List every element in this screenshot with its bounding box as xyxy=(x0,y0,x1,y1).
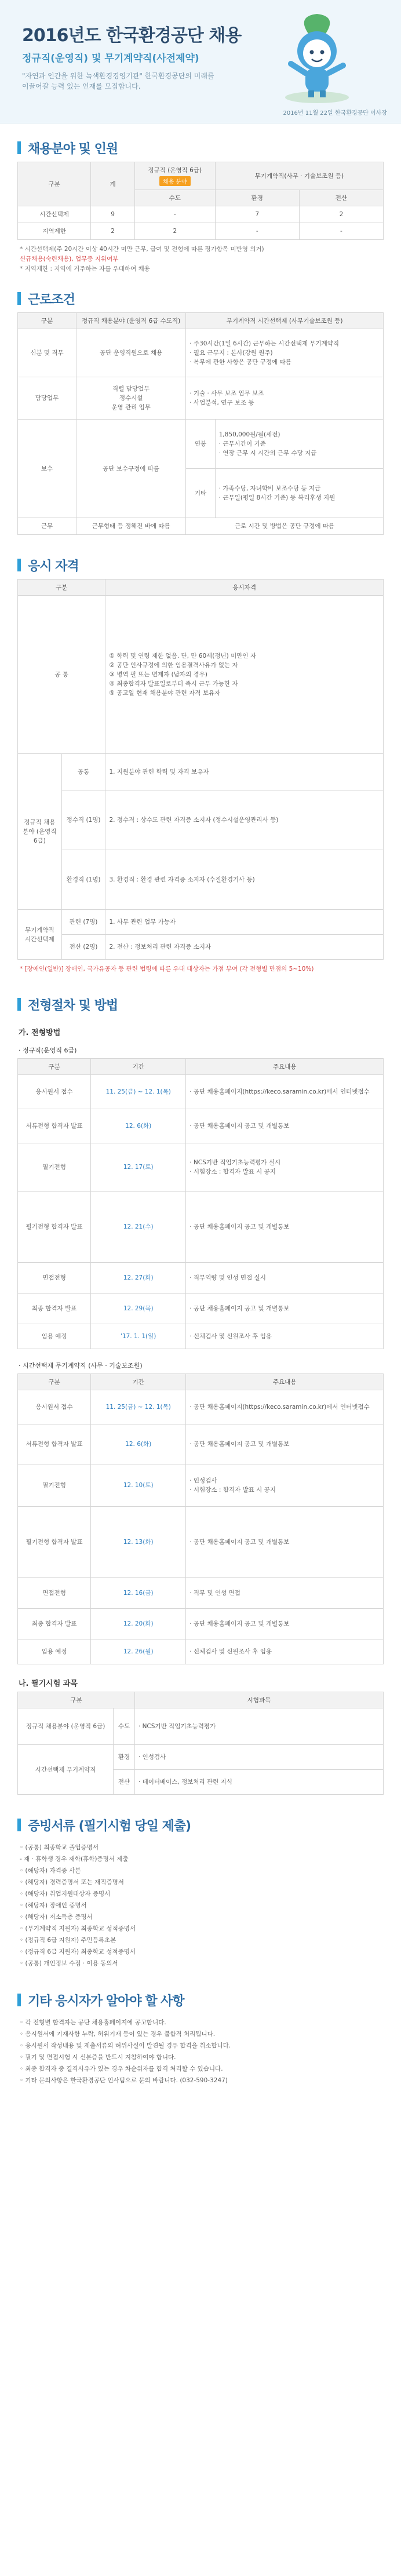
row-cell: - xyxy=(299,223,383,240)
table-row xyxy=(18,850,384,910)
row-cell: 직렬 담당업무 정수시설 운영 관리 업무 xyxy=(76,377,185,420)
row-cell: · 공단 채용홈페이지(https://keco.saramin.co.kr)에서 인터넷접수 xyxy=(186,1390,384,1424)
section-bar xyxy=(17,141,21,154)
qualification-footnote xyxy=(20,964,384,974)
table-row xyxy=(18,1192,384,1263)
row-label: 시간선택제 xyxy=(18,206,91,223)
row-sublabel: 전산 xyxy=(114,1770,135,1795)
row-cell: 2. 전산 : 정보처리 관련 자격증 소지자 xyxy=(105,935,384,960)
row-cell: · 공단 채용홈페이지 공고 및 개별통보 xyxy=(186,1609,384,1639)
row-period: 12. 10(토) xyxy=(91,1464,186,1507)
row-cell: 공단 운영직원으로 채용 xyxy=(76,329,185,377)
section-conditions xyxy=(17,285,384,535)
positions-notes xyxy=(20,245,384,274)
row-sublabel: 연봉 xyxy=(186,420,215,469)
row-period: 12. 27(화) xyxy=(91,1263,186,1294)
row-sublabel: 수도 xyxy=(114,1708,135,1745)
th-contract: 무기계약직(사무 · 기술보조원 등) xyxy=(215,162,383,190)
row-sublabel: 정수직 (1명) xyxy=(61,790,105,850)
qual-line: ① 학력 및 연령 제한 없음. 단, 만 60세(정년) 미만인 자 xyxy=(109,653,257,660)
row-cell: - xyxy=(134,206,215,223)
list-item: ◦ (해당자) 저소득층 증명서 xyxy=(20,1914,93,1921)
row-period: 11. 25(금) ~ 12. 1(목) xyxy=(91,1390,186,1424)
row-period: 12. 29(목) xyxy=(91,1294,186,1324)
row-sublabel: 환경직 (1명) xyxy=(61,850,105,910)
row-cell: 1. 지원분야 관련 학력 및 자격 보유자 xyxy=(105,754,384,790)
row-sublabel: 공통 xyxy=(61,754,105,790)
section-title: 응시 자격 xyxy=(28,559,79,574)
row-cell: · 공단 채용홈페이지 공고 및 개별통보 xyxy=(186,1192,384,1263)
field-badge: 채용 분야 xyxy=(159,176,191,186)
row-cell: 2 xyxy=(299,206,383,223)
th-category: 구분 xyxy=(18,580,105,596)
other-list xyxy=(20,2017,384,2086)
notice-date: 2016년 11월 22일 한국환경공단 이사장 xyxy=(283,110,387,116)
section-qualifications xyxy=(17,551,384,974)
table-row xyxy=(18,1578,384,1609)
row-period: '17. 1. 1(일) xyxy=(91,1324,186,1349)
th-contract: 무기계약직 시간선택제 (사무기술보조원 등) xyxy=(186,313,384,329)
row-cell: 근무형태 등 정해진 바에 따름 xyxy=(76,518,185,535)
table-row xyxy=(18,935,384,960)
list-item: ◦ (해당자) 장애인 증명서 xyxy=(20,1902,87,1909)
row-sublabel: 관련 (7명) xyxy=(61,910,105,935)
row-label: 정규직 채용분야 (운영직 6급) xyxy=(18,1708,114,1745)
table-row xyxy=(18,420,384,469)
row-label: 서류전형 합격자 발표 xyxy=(18,1424,91,1464)
footnote-text: * [장애인(일반)] 장애인, 국가유공자 등 관련 법령에 따른 우대 대상자는 가점 부여 (각 전형별 만점의 5~10%) xyxy=(20,965,314,972)
section-bar xyxy=(17,998,21,1011)
th-period: 기간 xyxy=(91,1374,186,1390)
table-row xyxy=(18,1075,384,1109)
row-sublabel: 전산 (2명) xyxy=(61,935,105,960)
list-item: ◦ (해당자) 자격증 사본 xyxy=(20,1867,81,1874)
th-step: 구분 xyxy=(18,1059,91,1075)
process-table-contract xyxy=(17,1373,384,1664)
qual-line: ④ 최종합격자 발표일로부터 즉시 근무 가능한 자 xyxy=(109,680,238,687)
row-cell: · 직무역량 및 인성 면접 실시 xyxy=(186,1263,384,1294)
list-item: ◦ 최종 합격자 중 결격사유가 있는 경우 차순위자를 합격 처리할 수 있습니다. xyxy=(20,2065,223,2072)
hero-banner xyxy=(0,0,401,123)
qualifications-table xyxy=(17,579,384,960)
table-caption: · 정규직(운영직 6급) xyxy=(19,1047,77,1054)
list-item: ◦ (해당자) 경력증명서 또는 재직증명서 xyxy=(20,1879,124,1886)
row-label: 임용 예정 xyxy=(18,1324,91,1349)
section-positions xyxy=(17,134,384,274)
th-regular xyxy=(134,162,215,190)
th-total: 계 xyxy=(91,162,135,206)
row-cell: 2 xyxy=(134,223,215,240)
documents-list xyxy=(20,1842,384,1969)
th-desc: 주요내용 xyxy=(186,1059,384,1075)
th-regular-label: 정규직 (운영직 6급) xyxy=(148,167,202,174)
table-row xyxy=(18,1263,384,1294)
row-cell: · 직무 및 인성 면접 xyxy=(186,1578,384,1609)
row-label: 면접전형 xyxy=(18,1578,91,1609)
table-row xyxy=(18,1639,384,1664)
row-cell: · 기술 · 사무 보조 업무 보조 · 사업분석, 연구 보조 등 xyxy=(186,377,384,420)
table-row xyxy=(18,1609,384,1639)
conditions-table xyxy=(17,312,384,535)
section-bar xyxy=(17,1819,21,1831)
page-subtitle: 정규직(운영직) 및 무기계약직(사전제약) xyxy=(22,53,199,64)
table-row xyxy=(18,1324,384,1349)
section-documents xyxy=(17,1811,384,1969)
th-sub-water: 수도 xyxy=(134,190,215,206)
row-period: 12. 6(화) xyxy=(91,1424,186,1464)
section-title: 근로조건 xyxy=(28,292,75,307)
row-label: 최종 합격자 발표 xyxy=(18,1294,91,1324)
row-period: 12. 21(수) xyxy=(91,1192,186,1263)
table-row xyxy=(18,754,384,790)
th-regular: 정규직 채용분야 (운영직 6급 수도직) xyxy=(76,313,185,329)
table-row xyxy=(18,1708,384,1745)
row-label: 담당업무 xyxy=(18,377,76,420)
qual-line: ⑤ 공고일 현재 채용분야 관련 자격 보유자 xyxy=(109,690,221,697)
row-label: 지역제한 xyxy=(18,223,91,240)
th-step: 구분 xyxy=(18,1374,91,1390)
row-cell: · 신체검사 및 신원조사 후 임용 xyxy=(186,1639,384,1664)
list-item: ◦ (공통) 개인정보 수집 · 이용 동의서 xyxy=(20,1960,118,1967)
row-period: 12. 13(화) xyxy=(91,1507,186,1578)
row-label: 필기전형 xyxy=(18,1464,91,1507)
row-total: 9 xyxy=(91,206,135,223)
row-period: 12. 6(화) xyxy=(91,1109,186,1143)
row-label: 필기전형 합격자 발표 xyxy=(18,1192,91,1263)
table-row xyxy=(18,790,384,850)
list-item: ◦ (공통) 최종학교 졸업증명서 xyxy=(20,1844,99,1851)
row-label: 보수 xyxy=(18,420,76,518)
row-label: 신분 및 직무 xyxy=(18,329,76,377)
th-sub-it: 전산 xyxy=(299,190,383,206)
row-period: 12. 16(금) xyxy=(91,1578,186,1609)
row-cell: · NCS기반 직업기초능력평가 실시 · 시험장소 : 합격자 발표 시 공지 xyxy=(186,1143,384,1192)
row-period: 11. 25(금) ~ 12. 1(목) xyxy=(91,1075,186,1109)
row-label: 근무 xyxy=(18,518,76,535)
row-label: 면접전형 xyxy=(18,1263,91,1294)
table-row xyxy=(18,1109,384,1143)
row-label: 응시원서 접수 xyxy=(18,1075,91,1109)
table-row xyxy=(18,596,384,754)
list-item: - 재 · 휴학생 경우 재학(휴학)증명서 제출 xyxy=(20,1856,129,1863)
row-cell xyxy=(105,596,384,754)
qual-line: ③ 병역 필 또는 면제자 (남자의 경우) xyxy=(109,671,207,678)
qual-line: ② 공단 인사규정에 의한 임용결격사유가 없는 자 xyxy=(109,662,238,669)
table-row xyxy=(18,1143,384,1192)
th-category: 구분 xyxy=(18,162,91,206)
row-label: 무기계약직 시간선택제 xyxy=(18,910,62,960)
row-cell: 3. 환경직 : 환경 관련 자격증 소지자 (수질환경기사 등) xyxy=(105,850,384,910)
exam-subjects-table xyxy=(17,1692,384,1795)
section-bar xyxy=(17,559,21,571)
row-cell: · 공단 채용홈페이지 공고 및 개별통보 xyxy=(186,1294,384,1324)
section-title: 전형절차 및 방법 xyxy=(28,998,118,1013)
section-bar xyxy=(17,1994,21,2006)
table-row xyxy=(18,1745,384,1770)
list-item: ◦ (정규직 6급 지원자) 최종학교 성적증명서 xyxy=(20,1948,136,1955)
list-item: ◦ 기타 문의사항은 한국환경공단 인사팀으로 문의 바랍니다. (032-590-3247) xyxy=(20,2077,228,2084)
row-label: 정규직 채용분야 (운영직 6급) xyxy=(18,754,62,910)
row-cell: · 데이터베이스, 정보처리 관련 지식 xyxy=(134,1770,383,1795)
row-cell: 7 xyxy=(215,206,299,223)
row-cell: - xyxy=(215,223,299,240)
table-row xyxy=(18,1464,384,1507)
list-item: ◦ 필기 및 면접시험 시 신분증을 반드시 지참하여야 합니다. xyxy=(20,2054,176,2061)
section-bar xyxy=(17,292,21,305)
table-row xyxy=(18,223,384,240)
row-cell: · 공단 채용홈페이지 공고 및 개별통보 xyxy=(186,1109,384,1143)
row-label: 응시원서 접수 xyxy=(18,1390,91,1424)
note-line: * 지역제한 : 지역에 거주하는 자를 우대하여 채용 xyxy=(20,265,150,272)
row-cell: · 공단 채용홈페이지(https://keco.saramin.co.kr)에서 인터넷접수 xyxy=(186,1075,384,1109)
slogan: "자연과 인간을 위한 녹색환경경영기관" 한국환경공단의 미래를 이끌어갈 능력 있는 인재를 모집합니다. xyxy=(22,72,214,90)
row-cell: · NCS기반 직업기초능력평가 xyxy=(134,1708,383,1745)
th-period: 기간 xyxy=(91,1059,186,1075)
list-item: ◦ (해당자) 취업지원대상자 증명서 xyxy=(20,1890,111,1897)
row-label: 필기전형 합격자 발표 xyxy=(18,1507,91,1578)
row-cell: · 주30시간(1일 6시간) 근무하는 시간선택제 무기계약직 · 필요 근무지 : 본사(강원 원주) · 복무에 관한 사항은 공단 규정에 따름 xyxy=(186,329,384,377)
table-row xyxy=(18,1390,384,1424)
section-other xyxy=(17,1986,384,2086)
row-label: 임용 예정 xyxy=(18,1639,91,1664)
row-sublabel: 환경 xyxy=(114,1745,135,1770)
row-cell: 근로 시간 및 방법은 공단 규정에 따름 xyxy=(186,518,384,535)
row-cell: · 인성검사 xyxy=(134,1745,383,1770)
table-row xyxy=(18,518,384,535)
list-item: ◦ (무기계약직 지원자) 최종학교 성적증명서 xyxy=(20,1925,136,1932)
th-sub-env: 환경 xyxy=(215,190,299,206)
row-cell: 2. 정수직 : 상수도 관련 자격증 소지자 (정수시설운영관리사 등) xyxy=(105,790,384,850)
section-title: 채용분야 및 인원 xyxy=(28,141,118,156)
row-total: 2 xyxy=(91,223,135,240)
row-cell: · 가족수당, 자녀학비 보조수당 등 지급 · 근무일(평일 8시간 기준) 등 복리후생 지원 xyxy=(215,469,383,518)
positions-table xyxy=(17,162,384,240)
row-label: 시간선택제 무기계약직 xyxy=(18,1745,114,1795)
row-cell: 공단 보수규정에 따름 xyxy=(76,420,185,518)
th-subject: 시험과목 xyxy=(134,1692,383,1708)
list-item: ◦ 응시원서에 기재사항 누락, 허위기재 등이 있는 경우 불합격 처리됩니다. xyxy=(20,2031,216,2038)
table-row xyxy=(18,1294,384,1324)
table-row xyxy=(18,1424,384,1464)
table-caption: · 시간선택제 무기계약직 (사무 · 기술보조원) xyxy=(19,1362,143,1369)
th-category: 구분 xyxy=(18,1692,135,1708)
row-period: 12. 17(토) xyxy=(91,1143,186,1192)
list-item: ◦ (정규직 6급 지원자) 주민등록초본 xyxy=(20,1937,116,1944)
note-line: * 시간선택제(주 20시간 이상 40시간 미만 근무, 급여 및 전형에 따른 평가항목 미반영 의거) xyxy=(20,246,264,253)
row-cell: · 인성검사 · 시험장소 : 합격자 발표 시 공지 xyxy=(186,1464,384,1507)
row-label: 서류전형 합격자 발표 xyxy=(18,1109,91,1143)
row-label: 공 통 xyxy=(18,596,105,754)
row-cell: · 공단 채용홈페이지 공고 및 개별통보 xyxy=(186,1507,384,1578)
list-item: ◦ 각 전형별 합격자는 공단 채용홈페이지에 공고합니다. xyxy=(20,2019,166,2026)
list-item: ◦ 응시원서 작성내용 및 제출서류의 허위사실이 발견될 경우 합격을 취소합니다. xyxy=(20,2042,231,2049)
section-title: 증빙서류 (필기시험 당일 제출) xyxy=(28,1819,191,1834)
row-period: 12. 20(화) xyxy=(91,1609,186,1639)
table-row xyxy=(18,910,384,935)
th-category: 구분 xyxy=(18,313,76,329)
table-row xyxy=(18,329,384,377)
table-row xyxy=(18,206,384,223)
section-title: 기타 응시자가 알아야 할 사항 xyxy=(28,1994,184,2009)
th-qualification: 응시자격 xyxy=(105,580,384,596)
subsection-title: 가. 전형방법 xyxy=(19,1029,61,1037)
row-cell: 1. 사무 관련 업무 가능자 xyxy=(105,910,384,935)
table-row xyxy=(18,377,384,420)
row-label: 최종 합격자 발표 xyxy=(18,1609,91,1639)
row-cell: · 신체검사 및 신원조사 후 임용 xyxy=(186,1324,384,1349)
th-desc: 주요내용 xyxy=(186,1374,384,1390)
row-cell: · 공단 채용홈페이지 공고 및 개별통보 xyxy=(186,1424,384,1464)
row-label: 필기전형 xyxy=(18,1143,91,1192)
page-title: 2016년도 한국환경공단 채용 xyxy=(22,25,242,46)
process-table-regular xyxy=(17,1058,384,1349)
subsection-title: 나. 필기시험 과목 xyxy=(19,1679,78,1688)
note-line: 신규채용(숙련채용), 업무중 지위여부 xyxy=(20,256,119,263)
table-row xyxy=(18,1507,384,1578)
row-cell: 1,850,000원/월(세전) · 근무시간이 기준 · 연장 근무 시 시간외 근무 수당 지급 xyxy=(215,420,383,469)
row-period: 12. 26(월) xyxy=(91,1639,186,1664)
row-sublabel: 기타 xyxy=(186,469,215,518)
mascot-illustration xyxy=(274,10,360,106)
section-process xyxy=(17,990,384,1795)
